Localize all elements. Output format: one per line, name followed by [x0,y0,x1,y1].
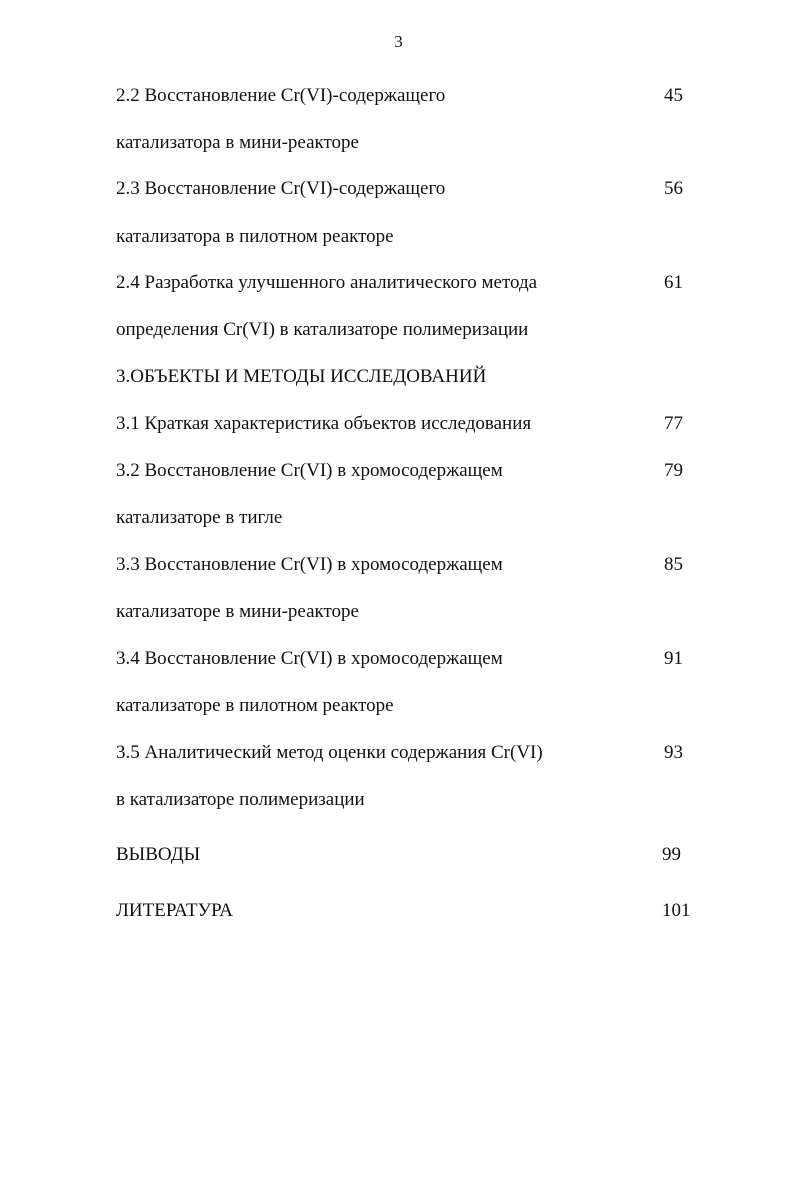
toc-entry-page: 77 [664,413,683,434]
toc-entry-title: 2.4 Разработка улучшенного аналитического метода [116,272,538,293]
toc-entry-title: ЛИТЕРАТУРА [116,900,233,921]
page-number: 3 [394,32,403,51]
toc-entry-title: 2.2 Восстановление Cr(VI)-содержащего [116,85,446,106]
toc-entry-page: 56 [664,178,683,199]
toc-entry-title-continued: в катализаторе полимеризации [116,789,365,810]
toc-entry-title-continued: катализаторе в тигле [116,507,283,528]
toc-section-title: 3.ОБЪЕКТЫ И МЕТОДЫ ИССЛЕДОВАНИЙ [116,366,487,387]
toc-entry-title: 3.3 Восстановление Cr(VI) в хромосодержащем [116,554,503,575]
toc-entry-page: 99 [662,844,681,865]
toc-entry-title: 3.1 Краткая характеристика объектов исследования [116,413,532,434]
toc-entry-title-continued: катализатора в мини-реакторе [116,132,359,153]
toc-entry-page: 79 [664,460,683,481]
toc-entry-page: 85 [664,554,683,575]
toc-entry-title: 3.2 Восстановление Cr(VI) в хромосодержащем [116,460,503,481]
toc-entry-title-continued: катализатора в пилотном реакторе [116,226,394,247]
toc-entry-page: 91 [664,648,683,669]
toc-entry-title-continued: катализаторе в пилотном реакторе [116,695,394,716]
toc-entry-page: 93 [664,742,683,763]
toc-entry-title-continued: катализаторе в мини-реакторе [116,601,359,622]
toc-entry-page: 61 [664,272,683,293]
toc-entry-title: 2.3 Восстановление Cr(VI)-содержащего [116,178,446,199]
toc-entry-title: 3.4 Восстановление Cr(VI) в хромосодержащем [116,648,503,669]
toc-entry-title: 3.5 Аналитический метод оценки содержания Cr(VI) [116,742,543,763]
toc-entry-page: 45 [664,85,683,106]
toc-entry-title: ВЫВОДЫ [116,844,201,865]
toc-entry-title-continued: определения Cr(VI) в катализаторе полимеризации [116,319,529,340]
toc-entry-page: 101 [662,900,691,921]
